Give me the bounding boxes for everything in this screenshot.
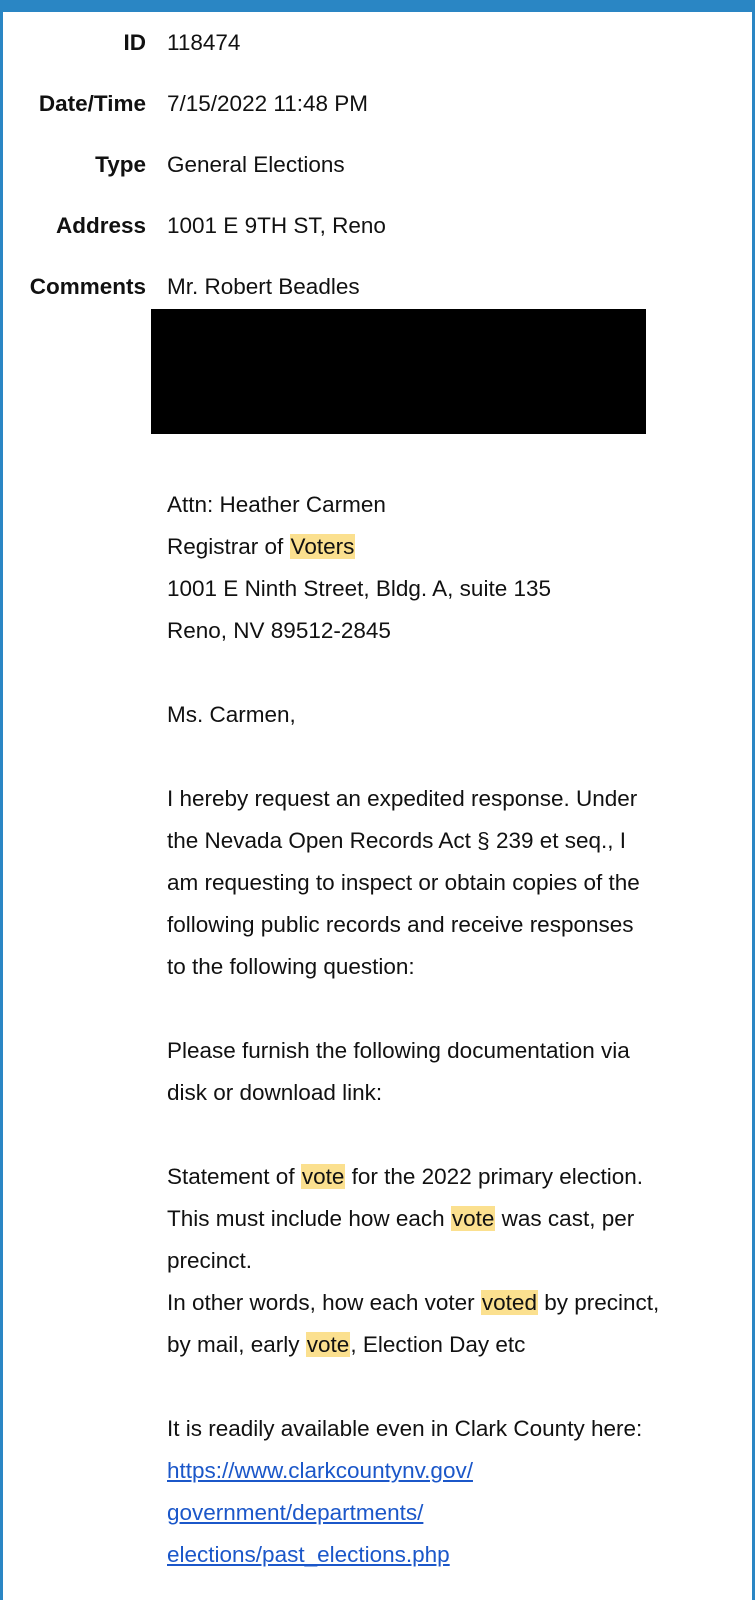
elections-link-part-3[interactable]: elections/past_elections.php: [167, 1542, 450, 1567]
spacer: [167, 652, 752, 694]
field-address: [0, 213, 755, 243]
spacer: [167, 1366, 752, 1408]
field-datetime-value: 7/15/2022 11:48 PM: [167, 91, 368, 116]
field-id-label: ID: [123, 30, 146, 55]
text: by mail, early: [167, 1332, 306, 1357]
para3-line-5: [167, 1324, 752, 1366]
street-line: 1001 E Ninth Street, Bldg. A, suite 135: [167, 576, 551, 601]
highlight-voted: voted: [481, 1290, 537, 1315]
field-type-label: Type: [95, 152, 146, 177]
field-comments-value: Mr. Robert Beadles: [167, 274, 360, 299]
top-border-bar: [0, 0, 755, 12]
field-datetime: [0, 91, 755, 121]
text: by precinct,: [537, 1290, 660, 1315]
para4-line: It is readily available even in Clark County here:: [167, 1416, 643, 1441]
link-line: [167, 1450, 752, 1492]
link-line: [167, 1492, 752, 1534]
para3-line-4: [167, 1282, 752, 1324]
field-type: [0, 152, 755, 182]
text: , Election Day etc: [350, 1332, 526, 1357]
text: was cast, per: [495, 1206, 635, 1231]
para2-line: Please furnish the following documentation via: [167, 1038, 630, 1063]
field-address-value: 1001 E 9TH ST, Reno: [167, 213, 386, 238]
highlight-vote: vote: [306, 1332, 350, 1357]
highlight-voters: Voters: [290, 534, 355, 559]
field-type-value: General Elections: [167, 152, 345, 177]
spacer: [167, 736, 752, 778]
field-comments-label: Comments: [29, 274, 146, 299]
attn-line: Attn: Heather Carmen: [167, 492, 386, 517]
field-datetime-label: Date/Time: [38, 91, 146, 116]
para3-line-1: [167, 1156, 752, 1198]
para1-line: the Nevada Open Records Act § 239 et seq., I: [167, 828, 627, 853]
text: In other words, how each voter: [167, 1290, 481, 1315]
field-comments: [0, 274, 755, 304]
salutation: Ms. Carmen,: [167, 702, 296, 727]
elections-link-part-1[interactable]: https://www.clarkcountynv.gov/: [167, 1458, 473, 1483]
text: for the 2022 primary election.: [345, 1164, 644, 1189]
registrar-text: Registrar of: [167, 534, 290, 559]
city-line: Reno, NV 89512-2845: [167, 618, 391, 643]
para1-line: following public records and receive responses: [167, 912, 634, 937]
redaction-block: [151, 309, 646, 434]
para3-line-3: precinct.: [167, 1248, 253, 1273]
highlight-vote: vote: [451, 1206, 495, 1231]
field-address-label: Address: [55, 213, 146, 238]
letter-body: [167, 484, 752, 1576]
para1-line: to the following question:: [167, 954, 415, 979]
field-id: [0, 30, 755, 60]
spacer: [167, 1114, 752, 1156]
para1-line: am requesting to inspect or obtain copies of the: [167, 870, 640, 895]
highlight-vote: vote: [301, 1164, 345, 1189]
field-id-value: 118474: [167, 30, 241, 55]
para2-line: disk or download link:: [167, 1080, 383, 1105]
para1-line: I hereby request an expedited response. Under: [167, 786, 638, 811]
text: Statement of: [167, 1164, 301, 1189]
para3-line-2: [167, 1198, 752, 1240]
spacer: [167, 988, 752, 1030]
elections-link-part-2[interactable]: government/departments/: [167, 1500, 424, 1525]
text: This must include how each: [167, 1206, 451, 1231]
link-line: [167, 1534, 752, 1576]
registrar-line: [167, 526, 752, 568]
